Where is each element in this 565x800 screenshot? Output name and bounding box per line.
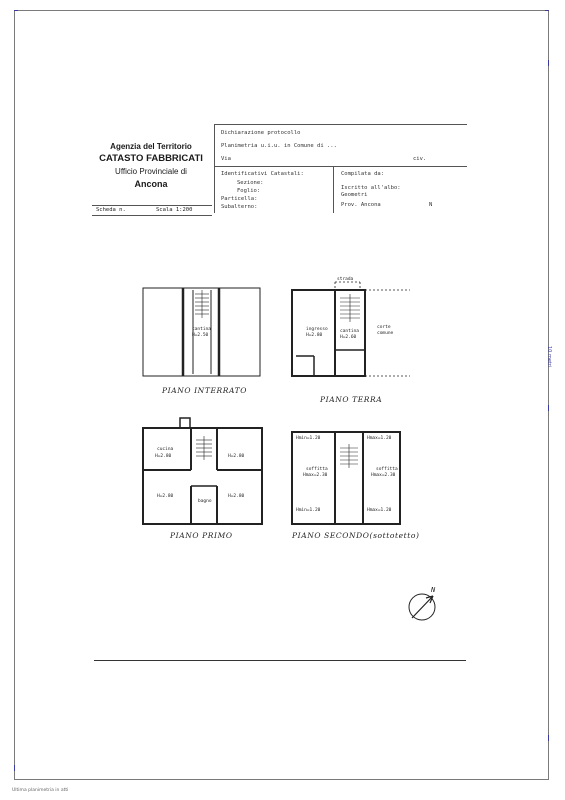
office-line: Ufficio Provinciale di [115, 167, 187, 176]
footer-note: Ultima planimetria in atti [12, 788, 69, 793]
secondo-hmax1: Hmax=1.20 [367, 436, 392, 441]
terra-height1: H=2.80 [306, 333, 323, 338]
secondo-height2: Hmax=2.30 [371, 473, 396, 478]
via-label: Via [221, 156, 231, 162]
dichiarazione-label: Dichiarazione protocollo [221, 130, 301, 136]
side-note: 10 metri [546, 346, 552, 368]
caption-secondo: PIANO SECONDO(sottotetto) [292, 531, 420, 540]
interrato-height: H=2.50 [192, 333, 209, 338]
subalterno-label: Subalterno: [221, 204, 258, 210]
secondo-hmin1: Hmin=1.20 [296, 436, 321, 441]
bottom-rule [94, 660, 466, 661]
terra-label-top: strada [337, 277, 354, 282]
plan-primo [143, 418, 262, 524]
terra-room4: comune [377, 331, 394, 336]
iscritto-label: Iscritto all'albo: [341, 185, 401, 191]
office-city: Ancona [134, 179, 168, 189]
n-label: N [429, 202, 433, 208]
terra-height2: H=2.60 [340, 335, 357, 340]
catasto-title: CATASTO FABBRICATI [99, 153, 203, 164]
primo-height3: H=2.80 [157, 494, 174, 499]
prov-label: Prov. Ancona [341, 202, 381, 208]
compilata-label: Compilata da: [341, 171, 385, 177]
caption-primo: PIANO PRIMO [170, 531, 233, 540]
sezione-label: Sezione: [237, 180, 264, 186]
plan-interrato [143, 288, 260, 376]
north-arrow-icon [409, 594, 435, 620]
agency-title: Agenzia del Territorio [110, 142, 192, 151]
secondo-room1: soffitta [306, 467, 328, 472]
planimetria-label: Planimetria u.i.u. in Comune di ... [221, 143, 337, 149]
scheda-label: Scheda n. [96, 207, 126, 213]
interrato-room: cantina [192, 327, 211, 332]
primo-height1: H=2.80 [155, 454, 172, 459]
secondo-room2: soffitta [376, 467, 398, 472]
caption-interrato: PIANO INTERRATO [162, 386, 247, 395]
north-label: N [431, 586, 436, 594]
secondo-height1: Hmax=2.30 [303, 473, 328, 478]
scala-label: Scala 1:200 [156, 207, 193, 213]
terra-room1: ingresso [306, 327, 328, 332]
primo-height2: H=2.80 [228, 454, 245, 459]
secondo-hmin2: Hmin=1.20 [296, 508, 321, 513]
caption-terra: PIANO TERRA [320, 395, 383, 404]
foglio-label: Foglio: [237, 188, 261, 194]
particella-label: Particella: [221, 196, 258, 202]
terra-room2: cantina [340, 329, 359, 334]
primo-room1: cucina [157, 447, 174, 452]
terra-room3: corte [377, 325, 391, 330]
geometri-label: Geometri [341, 192, 368, 198]
identificativi-label: Identificativi Catastali: [221, 171, 304, 177]
primo-room5: bagno [198, 499, 212, 504]
secondo-hmax2: Hmax=1.20 [367, 508, 392, 513]
primo-height4: H=2.80 [228, 494, 245, 499]
civ-label: civ. [413, 156, 427, 162]
